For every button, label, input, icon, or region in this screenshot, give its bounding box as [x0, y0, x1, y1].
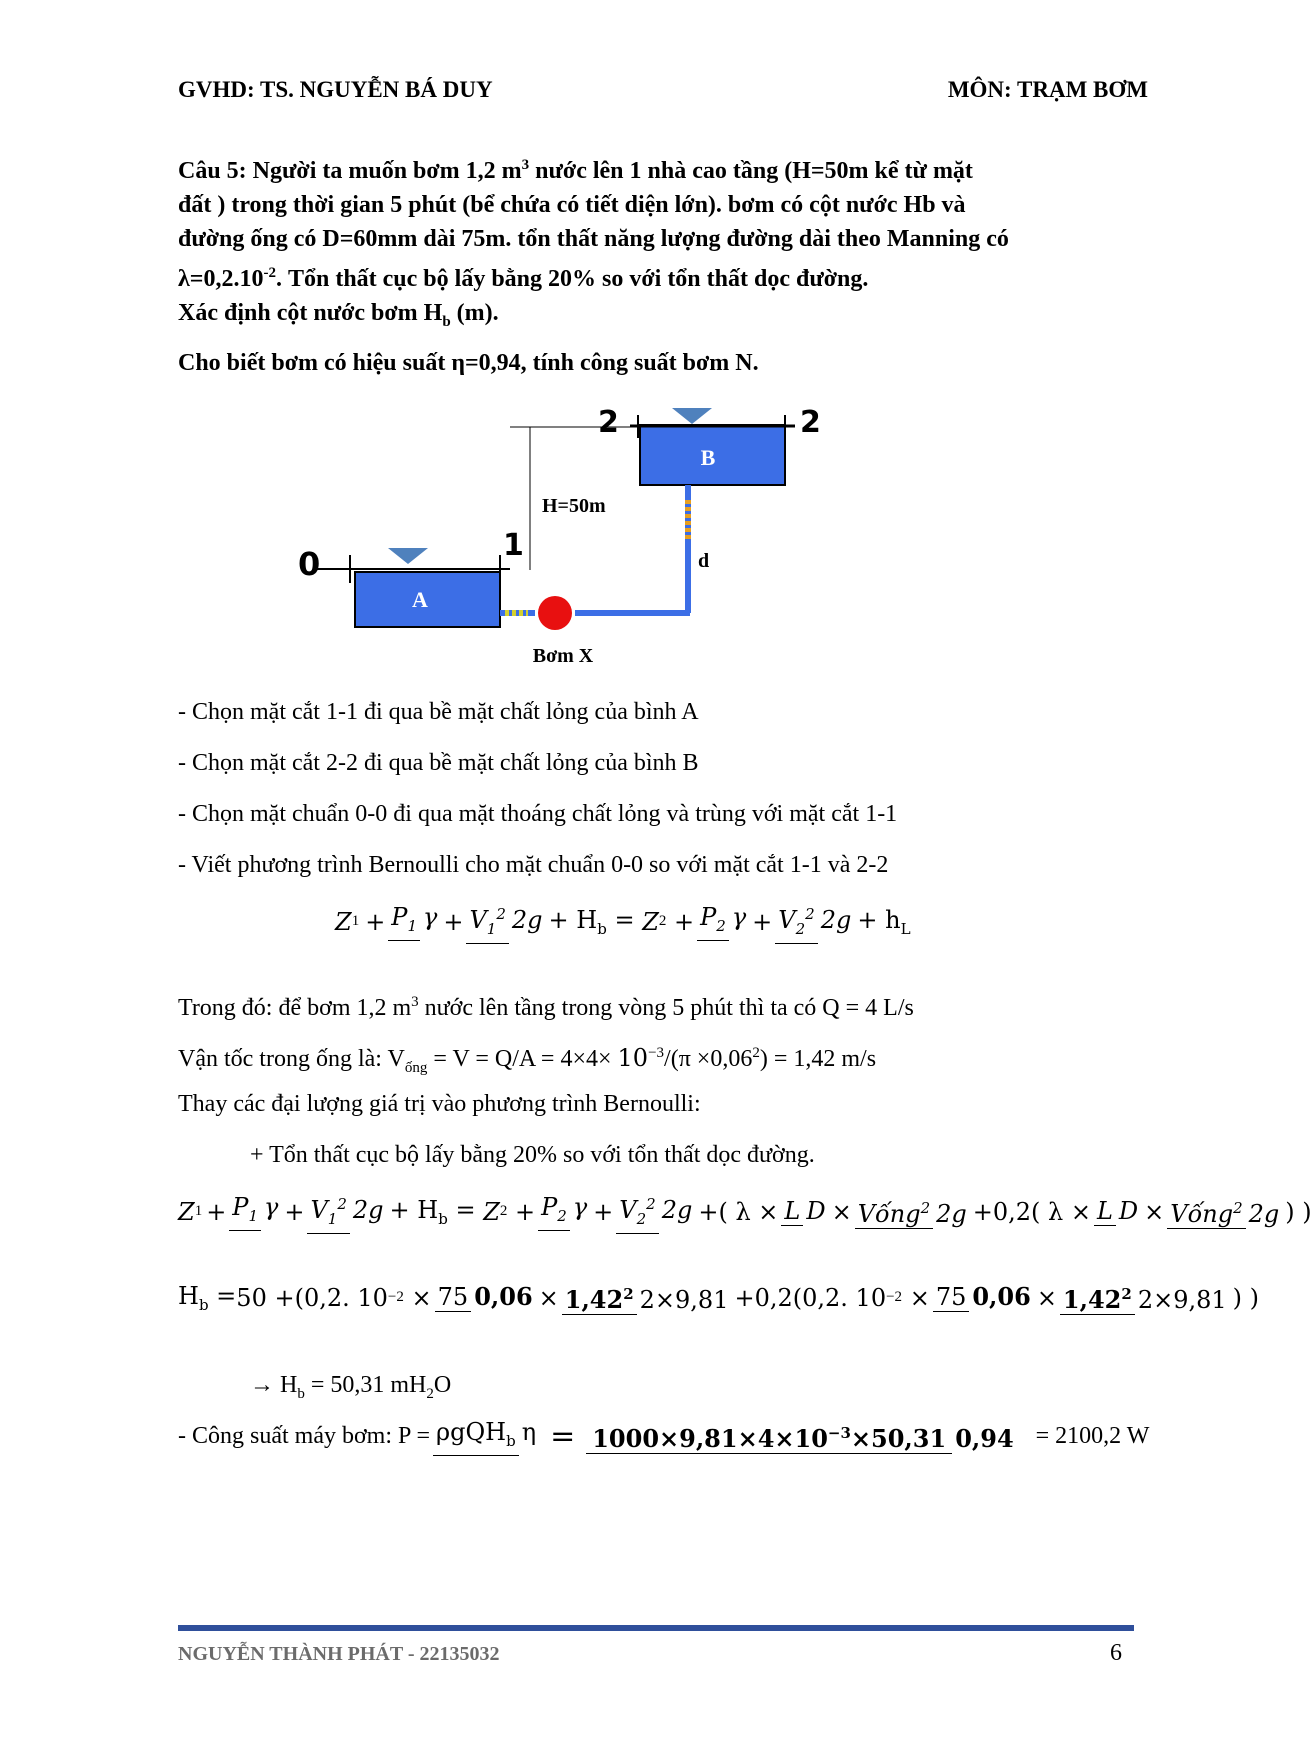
section-2-left: 2 — [598, 405, 619, 440]
section-0: 0 — [298, 545, 321, 583]
velocity-text: Vận tốc trong ống là: $V_{ống} = V = Q/A = 4\times 4\times 10^{-3}/(\pi \times 0,06^2) = 1,42$ m/s — [178, 1044, 877, 1076]
task-power: Cho biết bơm có hiệu suất η=0,94, tính công suất bơm N. — [178, 350, 759, 376]
section-2-right: 2 — [800, 405, 821, 440]
step-1: - Chọn mặt cắt 1-1 đi qua bề mặt chất lỏng của bình A — [178, 699, 699, 725]
water-level-marker-a — [388, 548, 428, 564]
step-4: - Viết phương trình Bernoulli cho mặt chuẩn 0-0 so với mặt cắt 1-1 và 2-2 — [178, 852, 889, 878]
pump-icon — [538, 596, 572, 630]
pump-diagram — [0, 0, 1240, 700]
label-tank-a: A — [412, 587, 428, 612]
page-number: 6 — [1110, 1640, 1122, 1666]
task-head: Xác định cột nước bơm $H_b$ (m). — [178, 300, 499, 330]
flow-rate-text: Trong đó: để bơm 1,2 $m^3$ nước lên tầng trong vòng 5 phút thì ta có Q = 4 L/s — [178, 994, 914, 1021]
bernoulli-expanded: Z 1 + $P_1$ γ + $V_1^2$ 2g + $H_b$ = Z 2 + $P_2$ γ + $V_2^2$ 2g +( λ × L D × Vống$^2$ 2g +0,2( λ × L D × Vống$^2$ 2g ) ) — [178, 1190, 1312, 1234]
bernoulli-equation: Z 1 + $P_1$ γ + $V_1^2$ 2g + $H_b$ = Z 2 + $P_2$ γ + $V_2^2$ 2g + $h_L$ — [335, 900, 911, 944]
header-advisor: GVHD: TS. NGUYỄN BÁ DUY — [178, 77, 493, 102]
local-loss-text: + Tổn thất cục bộ lấy bằng 20% so với tổn thất dọc đường. — [250, 1142, 815, 1168]
hb-result: → $H_b = 50,31$ $mH_2O$ — [250, 1372, 452, 1402]
power-equation: - Công suất máy bơm: P = ρgQH$_b$ η = $1000\times 9,81\times 4\times 10^{-3}\times 50,31$ 0,94 = 2100,2 W — [178, 1418, 1150, 1455]
section-1: 1 — [503, 528, 524, 563]
substitute-text: Thay các đại lượng giá trị vào phương trình Bernoulli: — [178, 1091, 701, 1117]
hb-substitution: $H_b$ = 50 +( 0,2. 10 −2 × 75 0,06 × 1,42$^2$ 2×9,81 + 0,2 ( 0,2. 10 −2 × 75 0,06 × 1,42$^2$ 2×9,81 ) ) — [178, 1281, 1259, 1314]
step-2: - Chọn mặt cắt 2-2 đi qua bề mặt chất lỏng của bình B — [178, 750, 699, 776]
label-pump: Bơm X — [532, 645, 594, 667]
question-text: Câu 5: Người ta muốn bơm 1,2 $m^3$ nước lên 1 nhà cao tầng (H=50m kể từ mặt đất ) trong thời gian 5 phút (bể chứa có tiết diện lớn). bơm có cột nước Hb và đường ống có D=60mm dài 75m. tổn thất năng lượng đường dài theo Manning có $\lambda=0,2.10^{-2}$. Tổn thất cục bộ lấy bằng 20% so với tổn thất dọc đường. — [178, 157, 1009, 292]
footer-divider — [178, 1625, 1134, 1631]
header-subject: MÔN: TRẠM BƠM — [947, 77, 1148, 102]
label-height: H=50m — [542, 495, 606, 517]
step-3: - Chọn mặt chuẩn 0-0 đi qua mặt thoáng chất lỏng và trùng với mặt cắt 1-1 — [178, 801, 898, 827]
label-pipe: d — [698, 550, 710, 572]
footer-author: NGUYỄN THÀNH PHÁT - 22135032 — [178, 1643, 500, 1665]
water-level-marker-b — [672, 408, 712, 424]
label-tank-b: B — [700, 445, 716, 470]
